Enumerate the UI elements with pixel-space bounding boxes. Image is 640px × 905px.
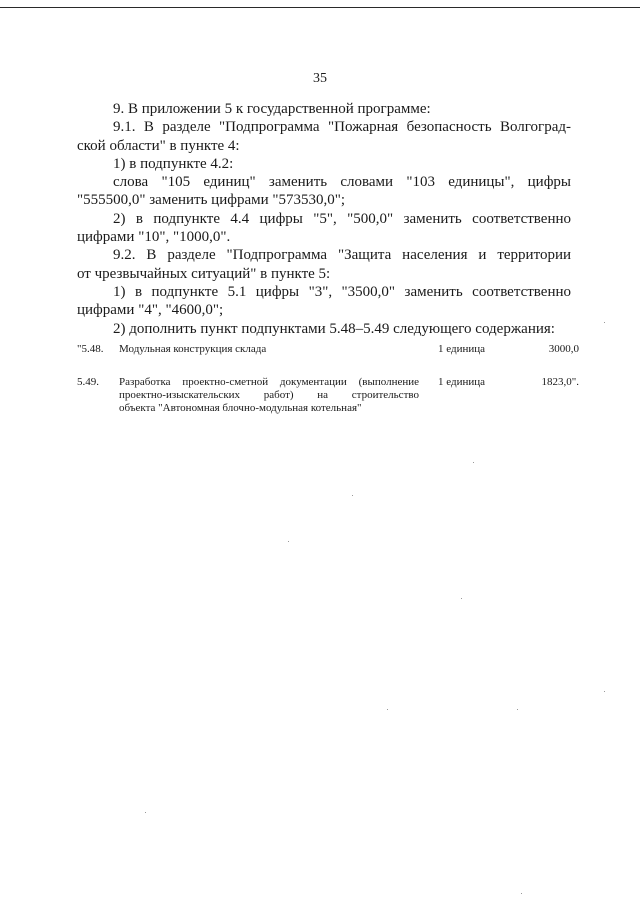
paragraph-add-subitems: 2) дополнить пункт подпунктами 5.48–5.49 следующего содержания: <box>113 320 555 337</box>
scan-speck <box>145 812 146 813</box>
row-name-line: проектно-изыскательских работ) на строительство <box>119 389 419 401</box>
paragraph-words-line-1: слова "105 единиц" заменить словами "103 единицы", цифры <box>113 174 571 191</box>
row-number: "5.48. <box>77 343 104 355</box>
paragraph-9: 9. В приложении 5 к государственной программе: <box>113 101 431 117</box>
scan-speck <box>517 709 518 710</box>
table-row <box>77 376 582 426</box>
amendment-table <box>77 343 582 426</box>
scan-speck <box>604 322 605 323</box>
paragraph-9-1-line-2: ской области" в пункте 4: <box>77 137 240 154</box>
paragraph-9-2-line-2: от чрезвычайных ситуаций" в пункте 5: <box>77 265 331 282</box>
row-quantity: 1 единица <box>438 376 486 388</box>
row-name <box>119 343 419 356</box>
row-name-line: Модульная конструкция склада <box>119 343 267 355</box>
paragraph-subitem-5-1-line-1: 1) в подпункте 5.1 цифры "3", "3500,0" заменить соответственно <box>113 283 571 300</box>
scan-speck <box>521 893 522 894</box>
table-row <box>77 343 582 376</box>
row-name <box>119 376 419 415</box>
row-name-line: Разработка проектно-сметной документации (выполнение <box>119 376 419 388</box>
paragraph-9-2-line-1: 9.2. В разделе "Подпрограмма "Защита населения и территории <box>113 247 571 264</box>
scan-speck <box>352 495 353 496</box>
scan-speck <box>288 541 289 542</box>
paragraph-words-line-2: "555500,0" заменить цифрами "573530,0"; <box>77 192 346 209</box>
paragraph-subitem-4-4-line-2: цифрами "10", "1000,0". <box>77 229 231 246</box>
row-value: 1823,0". <box>541 376 579 388</box>
scan-speck <box>604 691 605 692</box>
row-name-line: объекта "Автономная блочно-модульная котельная" <box>119 402 362 414</box>
paragraph-subitem-5-1-line-2: цифрами "4", "4600,0"; <box>77 302 224 319</box>
document-body <box>77 100 571 338</box>
scan-speck <box>473 462 474 463</box>
page-number: 35 <box>313 71 327 86</box>
paragraph-subitem-4-2: 1) в подпункте 4.2: <box>113 155 234 172</box>
row-quantity: 1 единица <box>438 343 486 355</box>
top-border-line <box>0 7 640 8</box>
paragraph-9-1-line-1: 9.1. В разделе "Подпрограмма "Пожарная безопасность Волгоград- <box>113 119 571 136</box>
row-value: 3000,0 <box>548 343 579 355</box>
scan-speck <box>387 709 388 710</box>
row-number: 5.49. <box>77 376 99 388</box>
scan-speck <box>461 598 462 599</box>
paragraph-subitem-4-4-line-1: 2) в подпункте 4.4 цифры "5", "500,0" заменить соответственно <box>113 210 571 227</box>
